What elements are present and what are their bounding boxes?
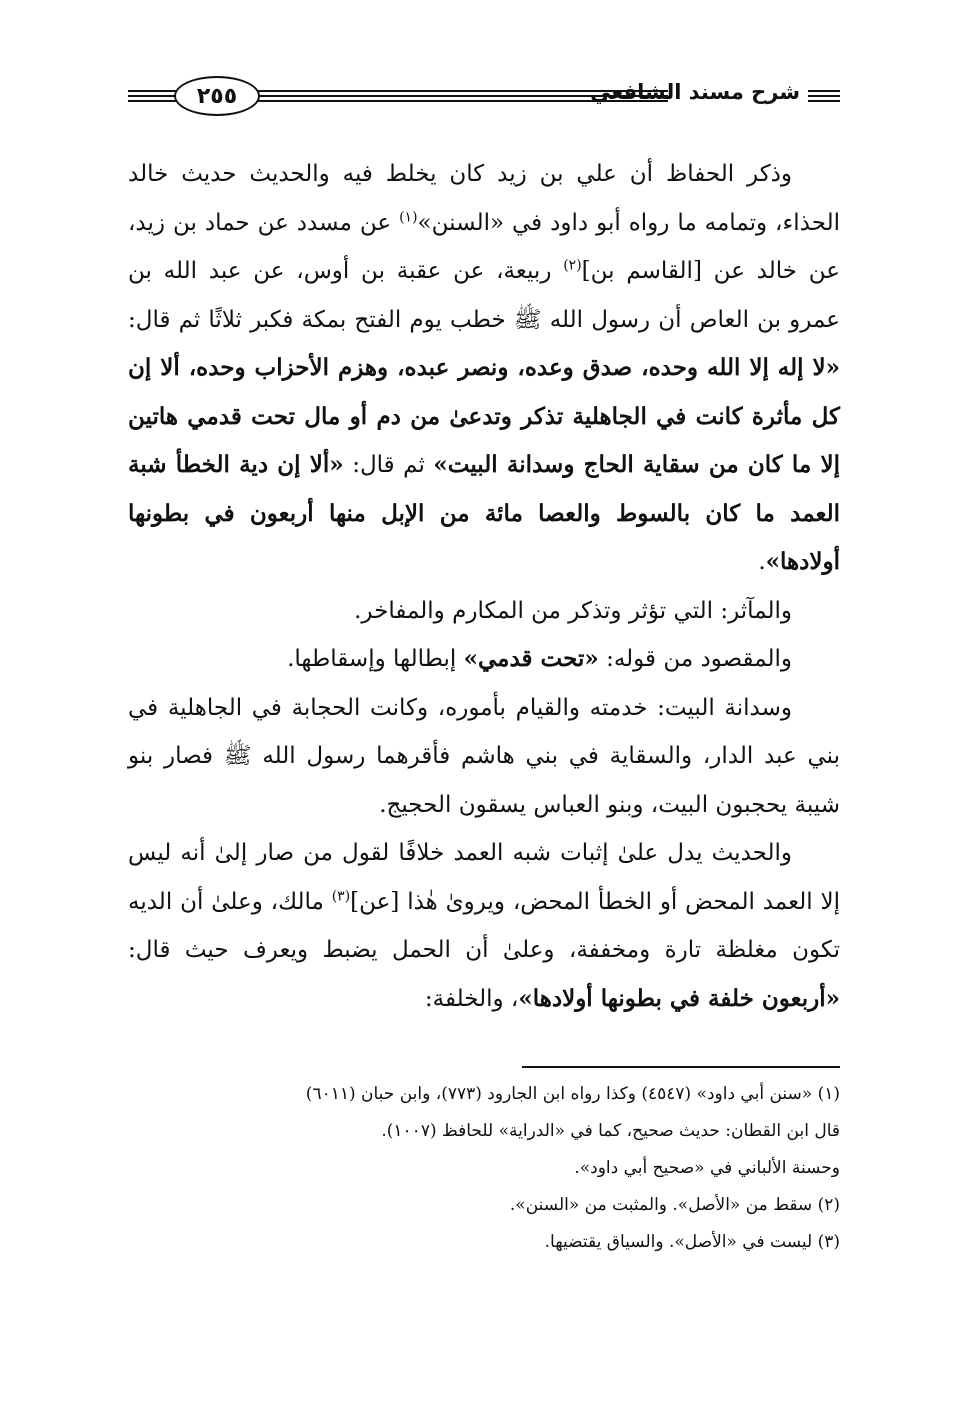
footnote-line: (٣) ليست في «الأصل». والسياق يقتضيها. [544,1232,840,1252]
text-span: مالك، وعلىٰ أن الديه تكون مغلظة تارة ومخففة، وعلىٰ أن الحمل يضبط ويعرف حيث قال: [128,888,840,963]
text-span: والمقصود من قوله: [598,646,792,672]
text-span: إبطالها وإسقاطها. [287,646,464,672]
footnote-line: وحسنة الألباني في «صحيح أبي داود». [574,1158,840,1178]
text-span: عن مسدد عن حماد بن زيد، عن خالد عن [القاسم بن] [128,209,840,284]
hadith-text: «ألا إن دية الخطأ شبة العمد ما كان بالسوط والعصا مائة من الإبل منها أربعون في بطونها أولادها» [128,451,840,575]
page-header [128,62,840,132]
footnote-separator [522,1066,840,1068]
text-span: وذكر الحفاظ أن علي بن زيد كان يخلط فيه والحديث حديث خالد الحذاء، وتمامه ما رواه أبو داود في «السنن» [128,161,840,236]
paragraph-maathir: والمآثر: التي تؤثر وتذكر من المكارم والمفاخر. [354,597,792,624]
book-title: شرح مسند الشافعي [590,80,800,104]
text-span: والحديث يدل علىٰ إثبات شبه العمد خلافًا لقول من صار إلىٰ أنه ليس إلا العمد المحض أو الخطأ المحض، ويروىٰ هٰذا [عن] [128,840,840,915]
footnote-ref-1: (١) [399,208,418,225]
text-span: ربيعة، عن عقبة بن أوس، عن عبد الله بن عمرو بن العاص أن رسول الله ﷺ خطب يوم الفتح بمكة فكبر ثلاثًا ثم قال: [128,258,840,333]
footnote-ref-2: (٢) [563,257,582,274]
header-rule-right [808,90,840,102]
text-span: . [758,549,766,575]
text-span: ، والخلفة: [424,985,519,1012]
paragraph-sidana: وسدانة البيت: خدمته والقيام بأموره، وكانت الحجابة في الجاهلية في بني عبد الدار، والسقاية في بني هاشم فأقرهما رسول الله ﷺ فصار بنو شيبة يحجبون البيت، وبنو العباس يسقون الحجيج. [128,694,840,818]
paragraph-isnad [128,150,840,587]
hadith-text: «لا إله إلا الله وحده، صدق وعده، ونصر عبده، وهزم الأحزاب وحده، ألا إن كل مأثرة كانت في الجاهلية تذكر وتدعىٰ من دم أو مال تحت قدمي هاتين إلا ما كان من سقاية الحاج وسدانة البيت» [128,354,840,478]
paragraph-shibh-amd [128,829,840,1023]
footnotes [128,1076,840,1261]
hadith-quote: «تحت قدمي» [463,645,599,672]
footnote-ref-3: (٣) [331,887,351,904]
footnote-line: قال ابن القطان: حديث صحيح، كما في «الدراية» للحافظ (١٠٠٧). [381,1121,840,1141]
hadith-quote: «أربعون خلفة في بطونها أولادها» [518,984,840,1012]
page-number: ٢٥٥ [174,76,260,116]
paragraph-maqsud [128,635,840,684]
text-span: ثم قال: [343,452,434,478]
footnote-line: (١) «سنن أبي داود» (٤٥٤٧) وكذا رواه ابن الجارود (٧٧٣)، وابن حبان (٦٠١١) [305,1084,840,1104]
main-text [128,150,840,1023]
footnote-line: (٢) سقط من «الأصل». والمثبت من «السنن». [509,1195,840,1215]
